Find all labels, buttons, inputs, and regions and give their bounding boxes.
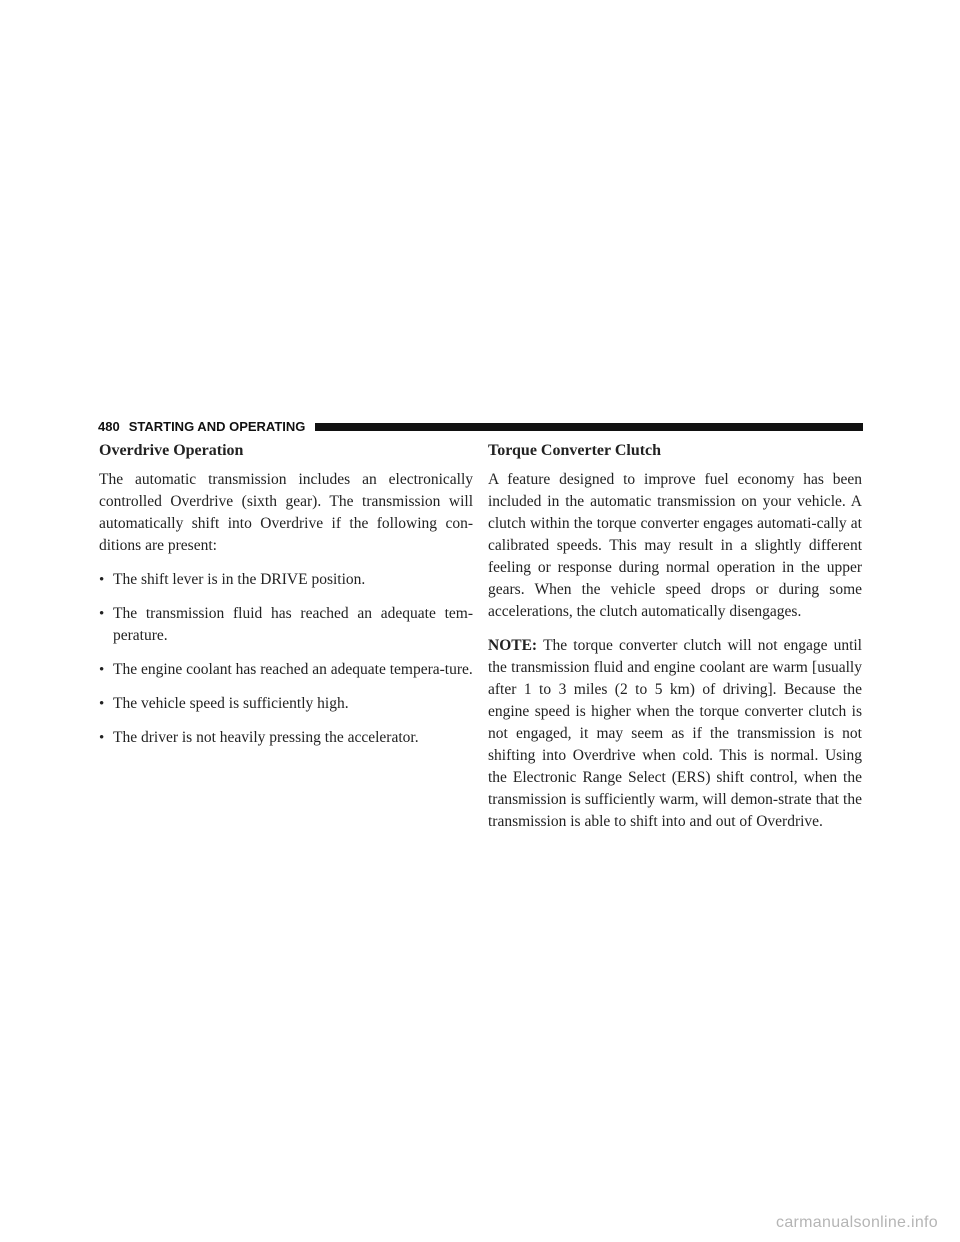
overdrive-heading: Overdrive Operation: [99, 442, 244, 459]
bullet-icon: •: [99, 662, 105, 678]
bullet-icon: •: [99, 606, 105, 622]
bullet-icon: •: [99, 730, 105, 746]
list-item-text: The shift lever is in the DRIVE position.: [113, 571, 366, 588]
note-label: NOTE:: [488, 637, 538, 654]
bullet-icon: •: [99, 696, 105, 712]
section-title: STARTING AND OPERATING: [128, 419, 306, 434]
page-header: [98, 420, 863, 434]
list-item-text: The driver is not heavily pressing the accelerator.: [113, 729, 419, 746]
list-item: [99, 659, 473, 681]
watermark: carmanualsonline.info: [776, 1214, 938, 1231]
bullet-icon: •: [99, 572, 105, 588]
torque-converter-heading: Torque Converter Clutch: [488, 442, 662, 459]
list-item-text: The transmission fluid has reached an adequate tem-perature.: [113, 605, 473, 644]
list-item: [99, 569, 473, 591]
overdrive-intro: The automatic transmission includes an electronically controlled Overdrive (sixth gear). The transmission will automatically shift into Overdrive if the following con-ditions are present:: [99, 471, 473, 554]
list-item: [99, 727, 473, 749]
torque-converter-paragraph: A feature designed to improve fuel economy has been included in the automatic transmission on your vehicle. A clutch within the torque converter engages automati-cally at calibrated speeds. This may result in a slightly different feeling or response during normal operation in the upper gears. When the vehicle speed drops or during some accelerations, the clutch automatically disengages.: [488, 471, 862, 620]
left-column: [99, 441, 473, 761]
list-item-text: The engine coolant has reached an adequate tempera-ture.: [113, 661, 473, 678]
right-column: [488, 441, 862, 845]
page-number: 480: [98, 419, 120, 434]
header-rule: [315, 423, 863, 431]
list-item: [99, 693, 473, 715]
overdrive-conditions-list: [99, 569, 473, 749]
note-paragraph: [488, 635, 862, 833]
list-item: [99, 603, 473, 647]
note-text: The torque converter clutch will not engage until the transmission fluid and engine coolant are warm [usually after 1 to 3 miles (2 to 5 km) of driving]. Because the engine speed is higher when the torque converter clutch is not engaged, it may seem as if the transmission is not shifting into Overdrive when cold. This is normal. Using the Electronic Range Select (ERS) shift control, when the transmission is sufficiently warm, will demon-strate that the transmission is able to shift into and out of Overdrive.: [488, 637, 862, 830]
list-item-text: The vehicle speed is sufficiently high.: [113, 695, 349, 712]
